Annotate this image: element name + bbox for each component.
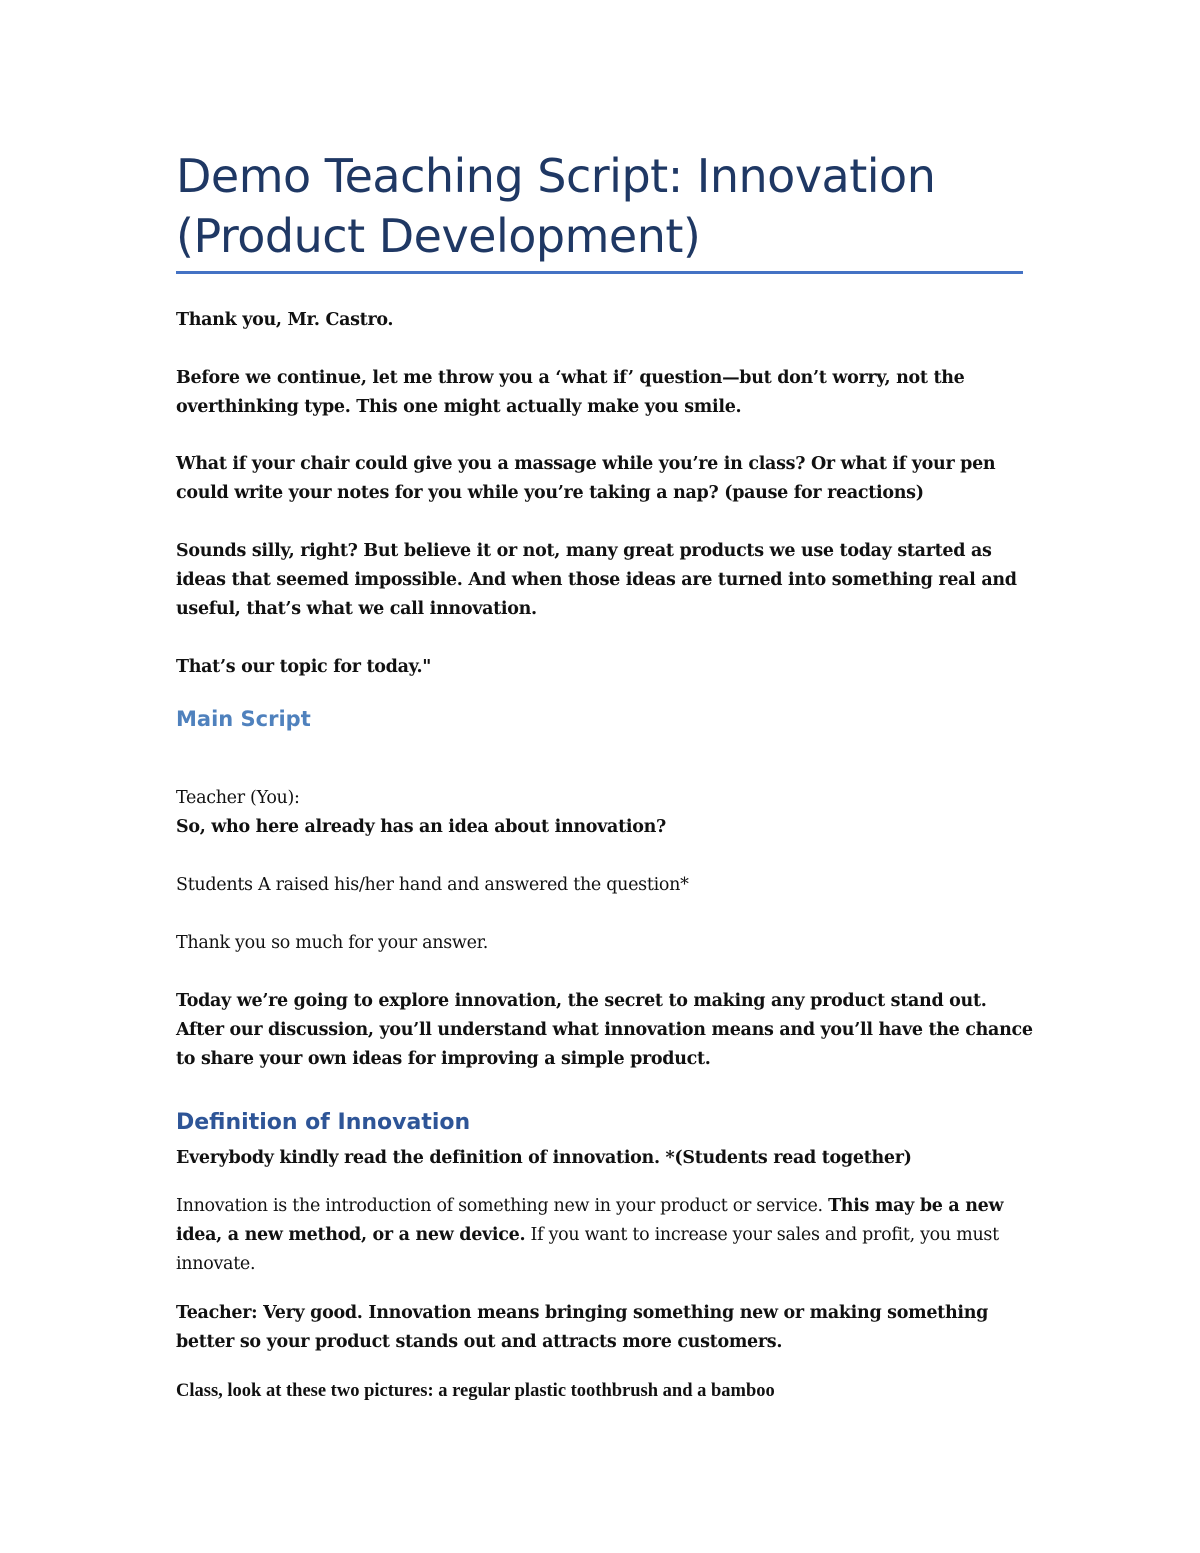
pictures-instruction: Class, look at these two pictures: a regular plastic toothbrush and a bamboo bbox=[176, 1381, 775, 1401]
intro-paragraph-1: Thank you, Mr. Castro. bbox=[176, 310, 394, 330]
students-note: Students A raised his/her hand and answered the question* bbox=[176, 875, 689, 895]
definition-text-part-1: Innovation is the introduction of something new in your product or service. bbox=[176, 1196, 829, 1216]
definition-instruction: Everybody kindly read the definition of innovation. *(Students read together) bbox=[176, 1148, 912, 1168]
definition-text-part-3: If you want to increase your sales and profit, you must innovate. bbox=[176, 1225, 999, 1274]
document-title: Demo Teaching Script: Innovation (Product Development) bbox=[176, 149, 936, 263]
intro-paragraph-5: That’s our topic for today." bbox=[176, 657, 432, 677]
intro-paragraph-3: What if your chair could give you a massage while you’re in class? Or what if your pen could write your notes for you while you’re taking a nap? (pause for reactions) bbox=[176, 454, 996, 503]
intro-paragraph-2: Before we continue, let me throw you a ‘what if’ question—but don’t worry, not the overthinking type. This one might actually make you smile. bbox=[176, 368, 965, 417]
title-underline bbox=[176, 271, 1023, 274]
thanks-line: Thank you so much for your answer. bbox=[176, 933, 489, 953]
teacher-question: So, who here already has an idea about innovation? bbox=[176, 817, 666, 837]
main-script-heading: Main Script bbox=[176, 707, 311, 731]
definition-text-part-2: This may be a new idea, a new method, or a new device. bbox=[176, 1196, 1004, 1245]
intro-paragraph-4: Sounds silly, right? But believe it or not, many great products we use today started as ideas that seemed impossible. And when those ideas are turned into something real and useful, that’s what we call innovation. bbox=[176, 541, 1017, 619]
teacher-response: Teacher: Very good. Innovation means bringing something new or making something better so your product stands out and attracts more customers. bbox=[176, 1303, 989, 1352]
definition-heading: Definition of Innovation bbox=[176, 1110, 471, 1135]
lesson-overview: Today we’re going to explore innovation, the secret to making any product stand out. After our discussion, you’ll understand what innovation means and you’ll have the chance to share your own ideas for improving a simple product. bbox=[176, 991, 1033, 1069]
definition-text bbox=[176, 1192, 1036, 1279]
teacher-label: Teacher (You): bbox=[176, 788, 300, 808]
